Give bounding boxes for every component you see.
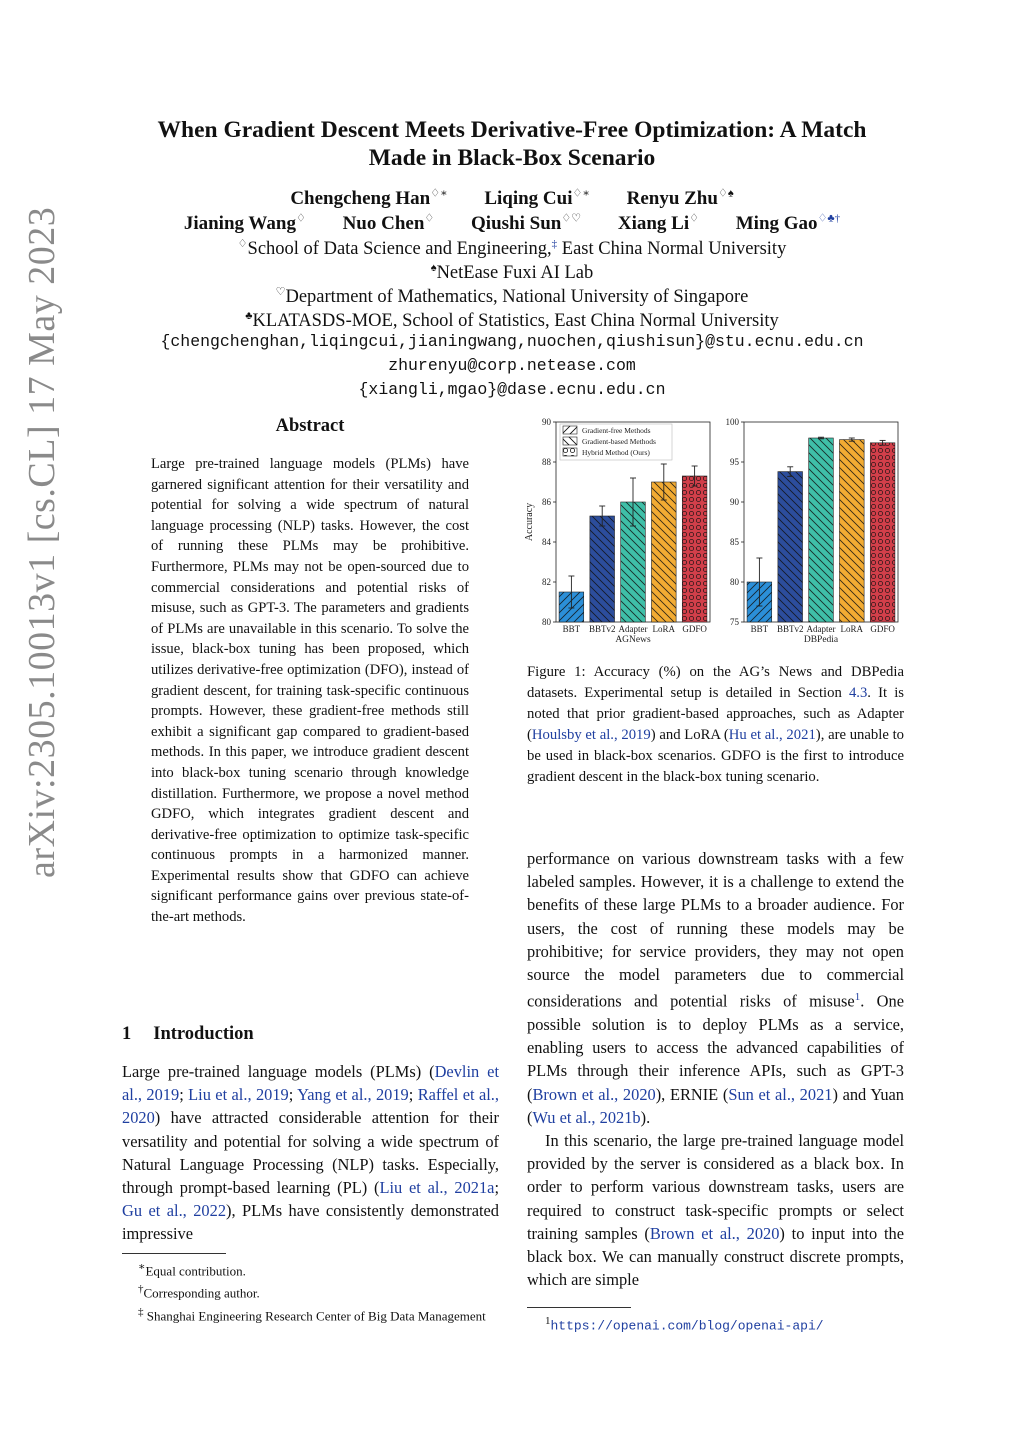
citation-link[interactable]: Brown et al., 2020 <box>649 1223 780 1243</box>
citation-link[interactable]: Gu et al., 2022 <box>122 1201 227 1221</box>
bar-hatch-bbtv2 <box>778 472 803 622</box>
x-axis-label: AGNews <box>615 635 651 645</box>
y-tick-label: 90 <box>542 417 551 427</box>
x-tick-label: LoRA <box>652 624 676 634</box>
bar-hatch-bbtv2 <box>590 516 615 622</box>
legend-label: Gradient-based Methods <box>582 437 656 446</box>
legend-swatch-hatch <box>563 437 577 445</box>
citation-link[interactable]: Sun et al., 2021 <box>728 1084 833 1104</box>
citation-link[interactable]: Devlin et al., 2019 <box>122 1062 499 1105</box>
x-tick-label: BBTv2 <box>776 624 804 634</box>
y-tick-label: 95 <box>730 457 739 467</box>
x-tick-label: Adapter <box>618 624 648 634</box>
legend-swatch-hatch <box>563 426 577 434</box>
legend-swatch-hatch <box>563 448 577 456</box>
author: Chengcheng Han♢∗ <box>290 188 448 210</box>
x-tick-label: BBT <box>562 624 581 634</box>
y-tick-label: 90 <box>730 497 739 507</box>
footnote-3: ‡ Shanghai Engineering Research Center of Big Data Management <box>138 1305 486 1323</box>
y-tick-label: 80 <box>542 617 551 627</box>
author: Qiushi Sun♢♡ <box>471 213 582 235</box>
bar-hatch-adapter <box>809 438 834 622</box>
footnote-url-link[interactable]: https://openai.com/blog/openai-api/ <box>550 1318 824 1334</box>
section-ref-link[interactable]: 4.3 <box>848 684 868 701</box>
paragraph: In this scenario, the large pre-trained language model provided by the server is considered as a black box. In order to perform various downstream tasks, users are required to construct task-specific prompts or select training samples (Brown et al., 2020) to input into the black box. We can manually construct discrete prompts, which are simple <box>527 1130 904 1290</box>
citation-link[interactable]: Liu et al., 2019 <box>188 1085 289 1105</box>
footnote-rule <box>527 1307 631 1308</box>
figure-caption: Figure 1: Accuracy (%) on the AG’s News and DBPedia datasets. Experimental setup is detailed in Section 4.3. It is noted that prior gradient-based approaches, such as Adapter (Houlsby et al., 2019) and LoRA (Hu et al., 2021), are unable to be used in black-box scenarios. GDFO is the first to introduce gradient descent in the black-box tuning scenario. <box>527 664 904 785</box>
x-tick-label: GDFO <box>682 624 707 634</box>
email-line-3: {xiangli,mgao}@dase.ecnu.edu.cn <box>358 380 666 399</box>
bar-hatch-lora <box>651 482 676 622</box>
y-tick-label: 88 <box>542 457 551 467</box>
y-tick-label: 75 <box>730 617 739 627</box>
citation-link[interactable]: Raffel et al., 2020 <box>122 1085 499 1128</box>
x-tick-label: LoRA <box>840 624 864 634</box>
y-tick-label: 86 <box>542 497 551 507</box>
footnote-1: ∗Equal contribution. <box>138 1261 246 1279</box>
y-tick-label: 80 <box>730 577 739 587</box>
citation-link[interactable]: Wu et al., 2021b <box>532 1107 641 1127</box>
title-line-2: Made in Black-Box Scenario <box>368 145 656 171</box>
abstract-text: Large pre-trained language models (PLMs) have garnered significant attention for their versatility and potential for solving a wide spectrum of natural language processing (NLP) tasks. However, the cost of running these PLMs may be prohibitive. Furthermore, PLMs may not be open-sourced due to commercial considerations and potential risks of misuse, such as GPT-3. The parameters and gradients of PLMs are unavailable in this scenario. To solve the issue, black-box tuning has been proposed, which utilizes derivative-free optimization (DFO), instead of gradient descent, for training task-specific continuous prompts. However, these gradient-free methods still exhibit a significant gap compared to gradient-based methods. In this paper, we introduce gradient descent into black-box tuning scenario through knowledge distillation. Furthermore, we propose a novel method GDFO, which integrates gradient descent and derivative-free optimization to optimize task-specific continuous prompts in a harmonized manner. Experimental results show that GDFO can achieve significant performance gains over previous state-of-the-art methods. <box>151 456 469 926</box>
author: Nuo Chen♢ <box>342 213 435 235</box>
y-tick-label: 82 <box>542 577 551 587</box>
email-line-2: zhurenyu@corp.netease.com <box>388 356 636 375</box>
citation-link[interactable]: Houlsby et al., 2019 <box>531 726 651 743</box>
footnote-marker[interactable]: 1 <box>854 991 861 1004</box>
section-title: Introduction <box>153 1024 254 1044</box>
citation-link[interactable]: Hu et al., 2021 <box>728 726 816 743</box>
footnote-rule <box>122 1253 226 1254</box>
bar-hatch-gdfo <box>870 443 895 622</box>
author: Renyu Zhu♢♠ <box>626 188 734 210</box>
abstract-heading: Abstract <box>275 416 345 436</box>
affiliation-3: ♡Department of Mathematics, National University of Singapore <box>275 286 749 308</box>
y-axis-label: Accuracy <box>524 502 535 542</box>
paragraph: performance on various downstream tasks with a few labeled samples. However, it is a challenge to extend the benefits of these large PLMs to a broader audience. For users, the cost of running these models may be prohibitive; for service providers, they may not open source the model parameters due to commercial considerations and potential risks of misuse$^1$. One possible solution is to deploy PLMs as a service, enabling users to access the advanced capabilities of PLMs through their inference APIs, such as GPT-3 (Brown et al., 2020), ERNIE (Sun et al., 2021) and Yuan (Wu et al., 2021b). <box>527 849 904 1127</box>
y-tick-label: 84 <box>542 537 551 547</box>
title-line-1: When Gradient Descent Meets Derivative-Free Optimization: A Match <box>157 117 867 143</box>
footnote-2: †Corresponding author. <box>138 1283 260 1301</box>
citation-link[interactable]: Liu et al., 2021a <box>379 1178 495 1198</box>
footnotes-left <box>122 1258 499 1325</box>
affiliation-1: ♢School of Data Science and Engineering,‡ East China Normal University <box>237 238 787 260</box>
citation-link[interactable]: Brown et al., 2020 <box>532 1084 656 1104</box>
section-heading <box>122 1024 254 1045</box>
x-tick-label: GDFO <box>870 624 895 634</box>
right-column-text <box>527 847 904 1291</box>
citation-link[interactable]: Yang et al., 2019 <box>297 1085 409 1105</box>
legend-label: Gradient-free Methods <box>582 426 651 435</box>
bar-hatch-lora <box>839 440 864 622</box>
author: Xiang Li♢ <box>617 213 699 235</box>
intro-paragraph: Large pre-trained language models (PLMs) (Devlin et al., 2019; Liu et al., 2019; Yang et al., 2019; Raffel et al., 2020) have attracted considerable attention for their versatility and potential for solving a wide spectrum of Natural Language Processing (NLP) tasks. Especially, through prompt-based learning (PL) (Liu et al., 2021a; Gu et al., 2022), PLMs have consistently demonstrated impressive <box>122 1062 499 1244</box>
author: Liqing Cui♢∗ <box>484 188 590 210</box>
footnote-right: $^1$https://openai.com/blog/openai-api/ <box>545 1315 824 1334</box>
y-tick-label: 85 <box>730 537 739 547</box>
legend-label: Hybrid Method (Ours) <box>582 448 650 457</box>
author: Ming Gao♢♣† <box>735 213 841 235</box>
affiliation-4: ♣KLATASDS-MOE, School of Statistics, East China Normal University <box>245 310 779 332</box>
x-tick-label: BBT <box>750 624 769 634</box>
figure-1-chart <box>520 412 910 652</box>
section-number: 1 <box>122 1024 132 1044</box>
bar-hatch-gdfo <box>682 476 707 622</box>
x-tick-label: BBTv2 <box>588 624 616 634</box>
x-tick-label: Adapter <box>806 624 836 634</box>
email-line-1: {chengchenghan,liqingcui,jianingwang,nuochen,qiushisun}@stu.ecnu.edu.cn <box>160 332 864 351</box>
arxiv-side-label: arXiv:2305.10013v1 [cs.CL] 17 May 2023 <box>21 206 63 878</box>
y-tick-label: 100 <box>725 417 739 427</box>
x-axis-label: DBPedia <box>803 635 839 645</box>
paper-title <box>100 116 924 172</box>
author: Jianing Wang♢ <box>183 213 306 235</box>
affiliation-2: ♠NetEase Fuxi AI Lab <box>430 262 594 284</box>
